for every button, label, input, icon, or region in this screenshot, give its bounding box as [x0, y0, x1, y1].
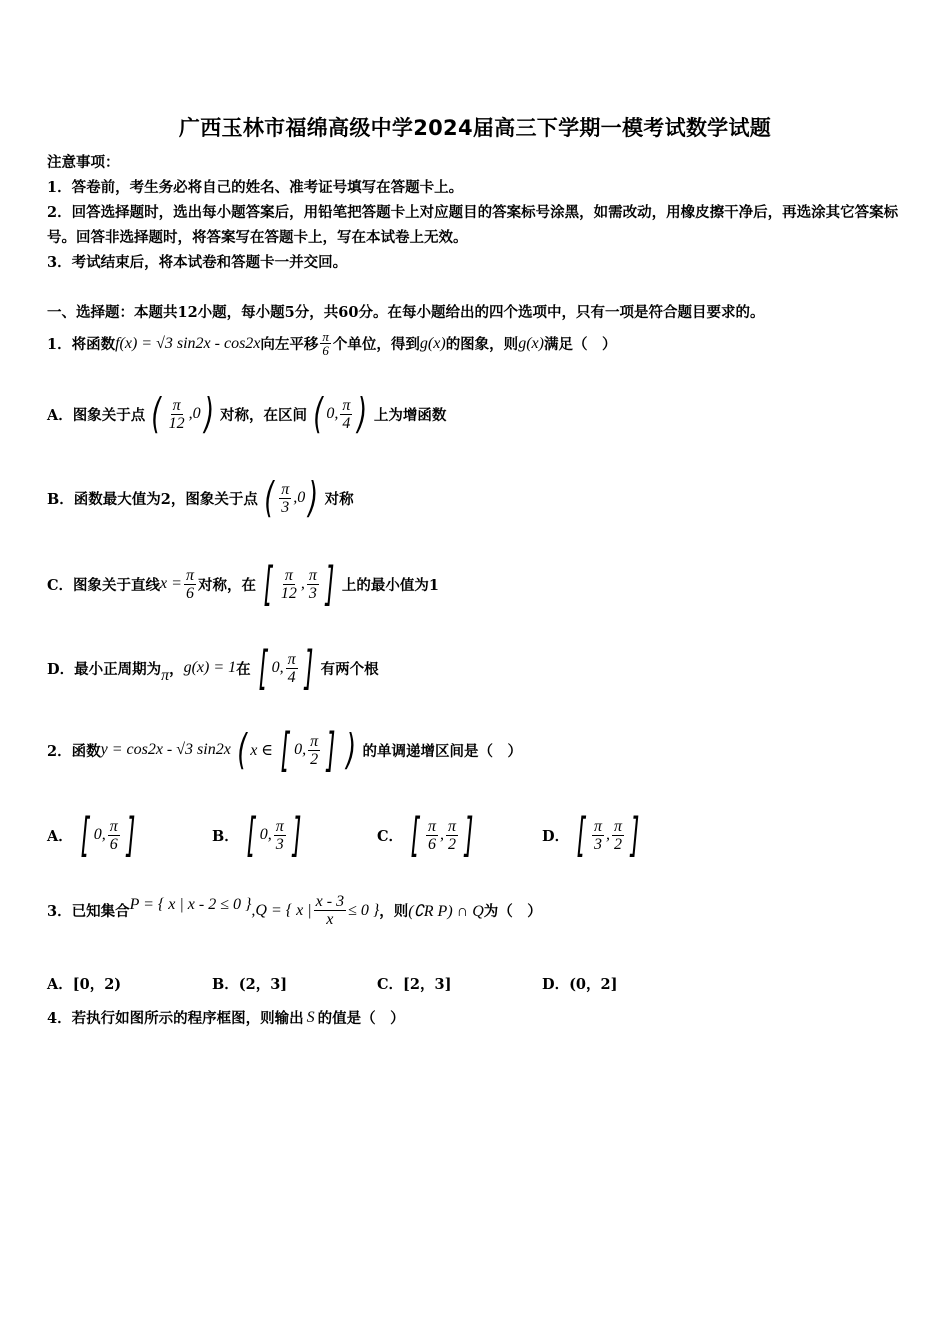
notice-heading: 注意事项： [47, 154, 120, 171]
q1-text-3: 的图象，则 [445, 336, 519, 353]
q3-option-c[interactable]: C．[2，3] [377, 976, 452, 993]
q1-prefix: 1．将函数 [47, 336, 116, 353]
q3-option-d[interactable]: D．(0，2] [542, 976, 618, 993]
q1-g-2: g(x) [518, 334, 544, 352]
q1-text-2: 个单位，得到 [332, 336, 420, 353]
interval-d: [ 0, $\frac{\pi}{4}$ ] [258, 641, 314, 695]
q1-g: g(x) [419, 334, 446, 352]
notice-item-2: 2．回答选择题时，选出每小题答案后，用铅笔把答题卡上对应题目的答案标号涂黑，如需改动，用橡皮擦干净后，再选涂其它答案标号。回答非选择题时，将答案写在答题卡上，写在本试卷上无效。 [47, 204, 899, 246]
question-3: 3．已知集合 P = { x | x - 2 ≤ 0 } , Q = { x | $\frac{x - 3}{x}$ ≤ 0 } ，则 (∁R P) ∩ Q 为（ ） [47, 893, 542, 928]
q3-option-a[interactable]: A．[0，2) [47, 976, 122, 993]
q1-text: 向左平移 [260, 336, 319, 353]
q1-option-c: C．图象关于直线 x = $\frac{\pi}{6}$ 对称，在 [ $\frac{\pi}{12}$ , $\frac{\pi}{3}$ ] 上的最小值为1 [47, 557, 439, 611]
question-4: 4．若执行如图所示的程序框图，则输出 S 的值是（ ） [47, 1008, 405, 1027]
set-q: Q = { x | [255, 901, 312, 919]
q1-option-b: B．函数最大值为2，图象关于点 ( $\frac{\pi}{3}$ ,0 ) 对称 [47, 473, 354, 522]
q2-option-a[interactable]: A． [ 0, $\frac{\pi}{6}$ ] [47, 808, 136, 862]
notice-item-1: 1．答卷前，考生务必将自己的姓名、准考证号填写在答题卡上。 [47, 179, 464, 196]
q1-shift-fraction: $\frac{\pi}{6}$ [322, 329, 329, 358]
question-1 [47, 330, 616, 357]
q2-option-b[interactable]: B． [ 0, $\frac{\pi}{3}$ ] [212, 808, 302, 862]
q2-option-c[interactable]: C． [ $\frac{\pi}{6}$ , $\frac{\pi}{2}$ ] [377, 808, 474, 862]
page-title: 广西玉林市福绵高级中学2024届高三下学期一模考试数学试题 [178, 116, 772, 140]
set-p: P = { x | x - 2 ≤ 0 } [129, 895, 252, 913]
point-b: ( $\frac{\pi}{3}$ ,0 ) [264, 473, 319, 522]
q1-suffix: 满足（ ） [543, 336, 617, 353]
point-a: ( $\frac{\pi}{12}$ ,0 ) [151, 389, 214, 438]
q2-function: y = cos2x - √3 sin2x [100, 741, 231, 758]
q3-expression: (∁R P) ∩ Q [408, 902, 484, 920]
section-heading: 一、选择题：本题共12小题，每小题5分，共60分。在每小题给出的四个选项中，只有一项是符合题目要求的。 [47, 304, 765, 321]
question-2: 2．函数 y = cos2x - √3 sin2x ( x ∈ [ 0, $\frac{\pi}{2}$ ] ) 的单调递增区间是（ ） [47, 723, 522, 777]
notice-item-3: 3．考试结束后，将本试卷和答题卡一并交回。 [47, 254, 348, 271]
q1-option-d: D．最小正周期为 π ， g(x) = 1 在 [ 0, $\frac{\pi}{4}$ ] 有两个根 [47, 641, 379, 695]
interval-a: ( 0, $\frac{\pi}{4}$ ) [313, 389, 368, 438]
interval-c: [ $\frac{\pi}{12}$ , $\frac{\pi}{3}$ ] [263, 557, 335, 611]
q3-option-b[interactable]: B．(2，3] [212, 976, 288, 993]
q2-option-d[interactable]: D． [ $\frac{\pi}{3}$ , $\frac{\pi}{2}$ ] [542, 808, 640, 862]
q1-function: f(x) = √3 sin2x - cos2x [115, 334, 261, 352]
notice-block [47, 150, 907, 275]
q1-option-a: A．图象关于点 ( $\frac{\pi}{12}$ ,0 ) 对称，在区间 ( 0, $\frac{\pi}{4}$ ) 上为增函数 [47, 389, 447, 438]
